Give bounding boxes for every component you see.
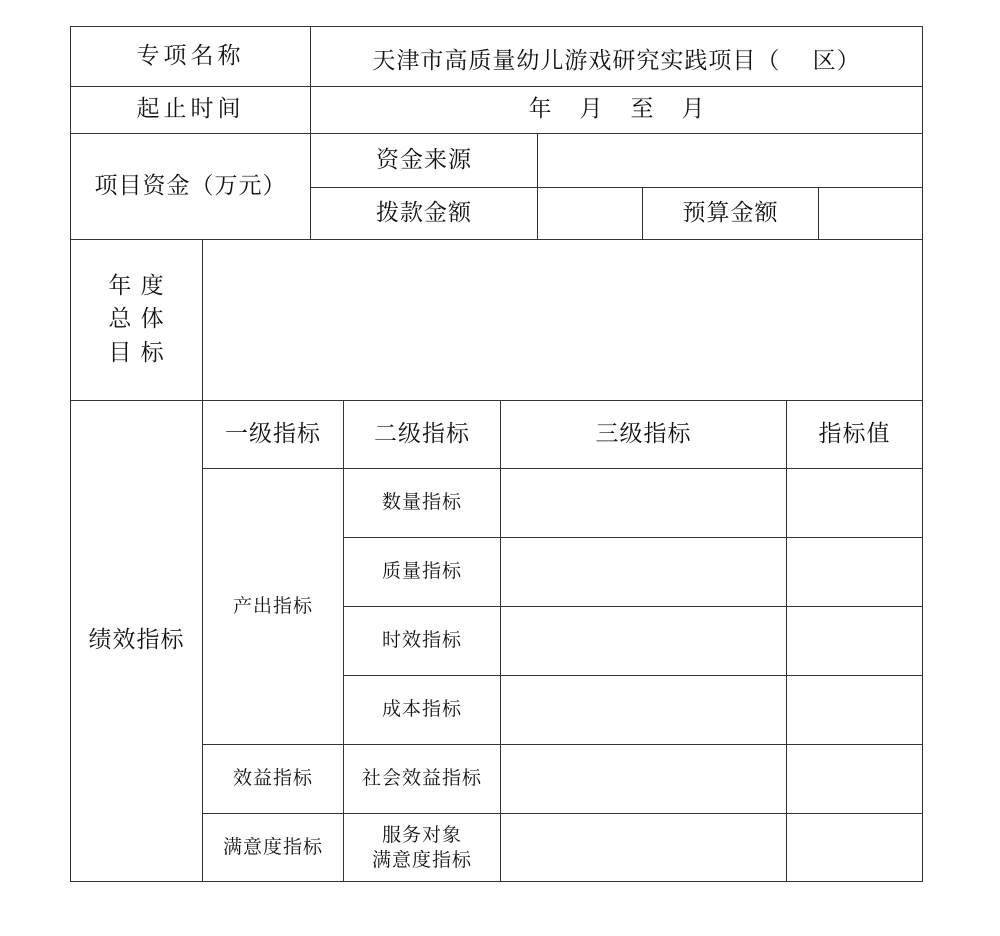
indicators-section-label: 绩效指标 [88,627,185,654]
project-name-value: 天津市高质量幼儿游戏研究实践项目（ 区） [372,48,861,75]
value-cost-input[interactable] [787,676,922,744]
level3-cost-input[interactable] [501,676,786,744]
annual-goal-input[interactable] [203,240,922,400]
level3-quality-input[interactable] [501,538,786,606]
period-label: 起止时间 [136,96,245,123]
level2-timeliness: 时效指标 [381,629,462,652]
month-unit-end: 月 [681,96,705,123]
value-social-benefit-input[interactable] [787,745,922,813]
rule-right [922,26,923,882]
annual-goal-label-line: 年 度 [108,272,165,299]
project-name-label: 专项名称 [136,42,245,69]
allocation-input[interactable] [538,188,642,239]
level2-cost: 成本指标 [381,698,462,721]
funds-label: 项目资金（万元） [94,172,287,199]
period-field[interactable] [311,87,922,133]
budget-input[interactable] [819,188,922,239]
level3-social-benefit-input[interactable] [501,745,786,813]
month-unit-start: 月 [579,96,603,123]
value-quantity-input[interactable] [787,469,922,537]
level2-satisfaction-line: 满意度指标 [371,848,472,871]
level2-satisfaction-line: 服务对象 [381,823,462,846]
value-timeliness-input[interactable] [787,607,922,675]
fund-source-label: 资金来源 [376,146,472,173]
level1-satisfaction: 满意度指标 [222,835,323,858]
level2-quality: 质量指标 [381,560,462,583]
level3-satisfaction-input[interactable] [501,814,786,881]
header-level2: 二级指标 [374,420,470,447]
rule-bottom [70,881,923,882]
to-word: 至 [630,96,654,123]
annual-goal-label-line: 总 体 [108,306,165,333]
annual-goal-label [71,240,202,400]
year-unit: 年 [528,96,552,123]
value-satisfaction-input[interactable] [787,814,922,881]
header-level1: 一级指标 [225,420,321,447]
level1-output: 产出指标 [232,594,313,617]
value-quality-input[interactable] [787,538,922,606]
level2-social-benefit: 社会效益指标 [361,767,482,790]
allocation-label: 拨款金额 [376,199,472,226]
level2-quantity: 数量指标 [381,491,462,514]
header-value: 指标值 [818,420,891,447]
annual-goal-label-line: 目 标 [108,339,165,366]
level3-quantity-input[interactable] [501,469,786,537]
header-level3: 三级指标 [595,420,692,447]
level3-timeliness-input[interactable] [501,607,786,675]
level1-benefit: 效益指标 [232,767,313,790]
budget-label: 预算金额 [682,199,779,226]
level2-satisfaction [344,814,500,881]
fund-source-input[interactable] [538,134,922,187]
